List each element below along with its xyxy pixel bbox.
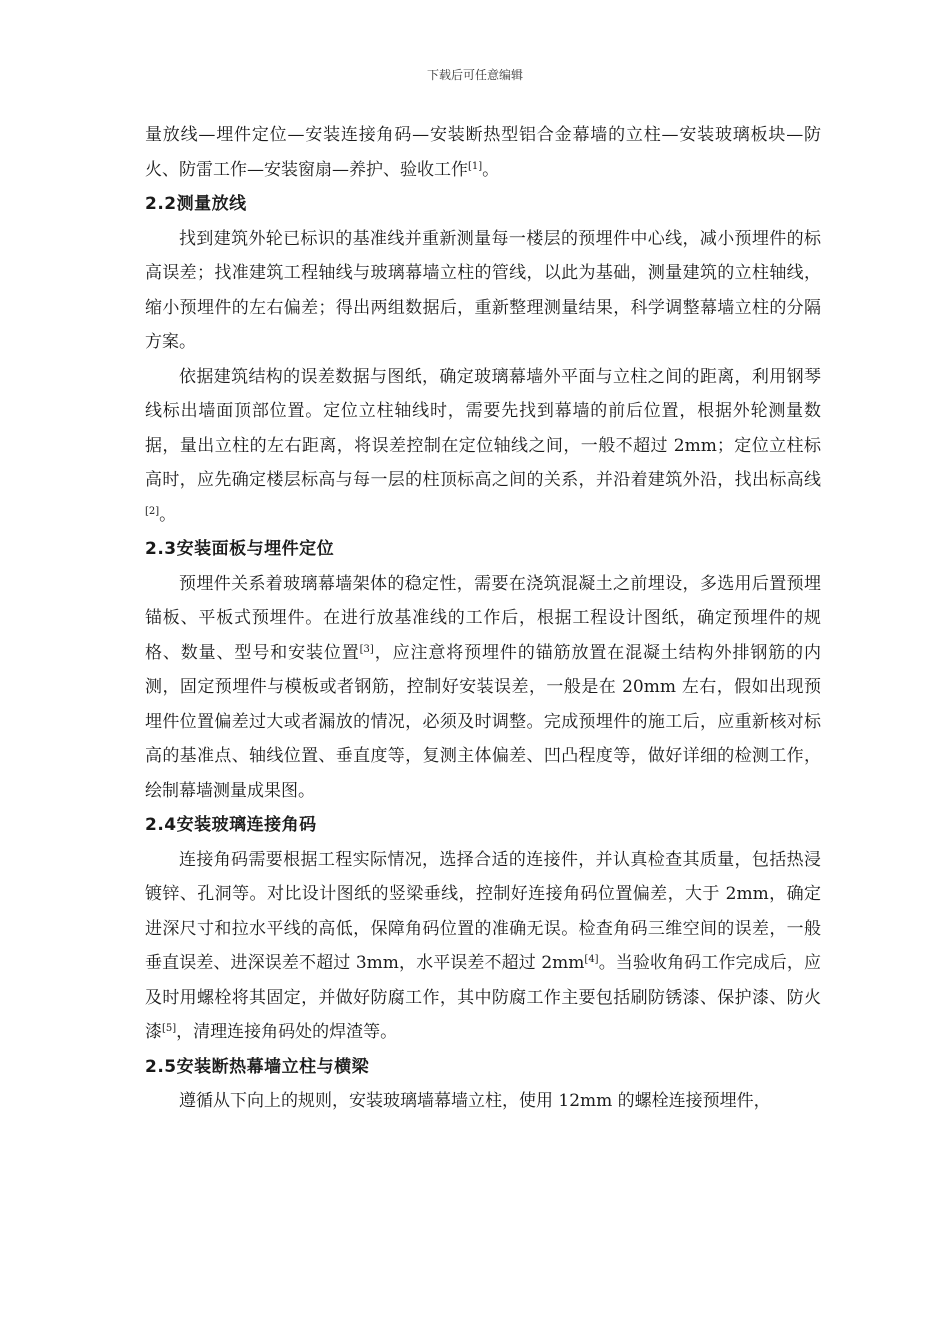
document-body bbox=[145, 118, 821, 1119]
citation: [3] bbox=[359, 643, 374, 655]
intro-paragraph: 量放线—埋件定位—安装连接角码—安装断热型铝合金幕墙的立柱—安装玻璃板块—防火、防雷工作—安装窗扇—养护、验收工作[1]。 bbox=[145, 125, 821, 180]
paragraph: 依据建筑结构的误差数据与图纸，确定玻璃幕墙外平面与立柱之间的距离，利用钢琴线标出墙面顶部位置。定位立柱轴线时，需要先找到幕墙的前后位置，根据外轮测量数据，量出立柱的左右距离，将误差控制在定位轴线之间，一般不超过 2mm；定位立柱标高时，应先确定楼层标高与每一层的柱顶标高之间的关系，并沿着建筑外沿，找出标高线[2]。 bbox=[145, 366, 821, 525]
paragraph: 找到建筑外轮已标识的基准线并重新测量每一楼层的预埋件中心线，减小预埋件的标高误差；找准建筑工程轴线与玻璃幕墙立柱的管线，以此为基础，测量建筑的立柱轴线，缩小预埋件的左右偏差；得出两组数据后，重新整理测量结果，科学调整幕墙立柱的分隔方案。 bbox=[145, 228, 821, 352]
citation: [4] bbox=[584, 954, 599, 965]
section-heading-2-3: 2.3安装面板与埋件定位 bbox=[145, 539, 335, 559]
section-heading-2-4: 2.4安装玻璃连接角码 bbox=[145, 815, 317, 835]
section-heading-2-2: 2.2测量放线 bbox=[145, 194, 247, 214]
paragraph: 连接角码需要根据工程实际情况，选择合适的连接件，并认真检查其质量，包括热浸镀锌、孔洞等。对比设计图纸的竖梁垂线，控制好连接角码位置偏差，大于 2mm，确定进深尺寸和拉水平线的高低，保障角码位置的准确无误。检查角码三维空间的误差，一般垂直误差、进深误差不超过 3mm，水平误差不超过 2mm[4]。当验收角码工作完成后，应及时用螺栓将其固定，并做好防腐工作，其中防腐工作主要包括刷防锈漆、保护漆、防火漆[5]，清理连接角码处的焊渣等。 bbox=[145, 849, 822, 1042]
section-heading-2-5: 2.5安装断热幕墙立柱与横梁 bbox=[145, 1056, 370, 1077]
citation: [1] bbox=[468, 160, 483, 172]
paragraph: 遵循从下向上的规则，安装玻璃墙幕墙立柱，使用 12mm 的螺栓连接预埋件， bbox=[179, 1091, 771, 1111]
page-header: 下载后可任意编辑 bbox=[426, 68, 523, 82]
citation: [2] bbox=[145, 505, 160, 517]
paragraph: 预埋件关系着玻璃幕墙架体的稳定性，需要在浇筑混凝土之前埋设，多选用后置预埋锚板、平板式预埋件。在进行放基准线的工作后，根据工程设计图纸，确定预埋件的规格、数量、型号和安装位置[3]，应注意将预埋件的锚筋放置在混凝土结构外排钢筋的内测，固定预埋件与模板或者钢筋，控制好安装误差，一般是在 20mm 左右，假如出现预埋件位置偏差过大或者漏放的情况，必须及时调整。完成预埋件的施工后，应重新核对标高的基准点、轴线位置、垂直度等，复测主体偏差、凹凸程度等，做好详细的检测工作，绘制幕墙测量成果图。 bbox=[145, 573, 822, 801]
citation: [5] bbox=[162, 1023, 177, 1034]
